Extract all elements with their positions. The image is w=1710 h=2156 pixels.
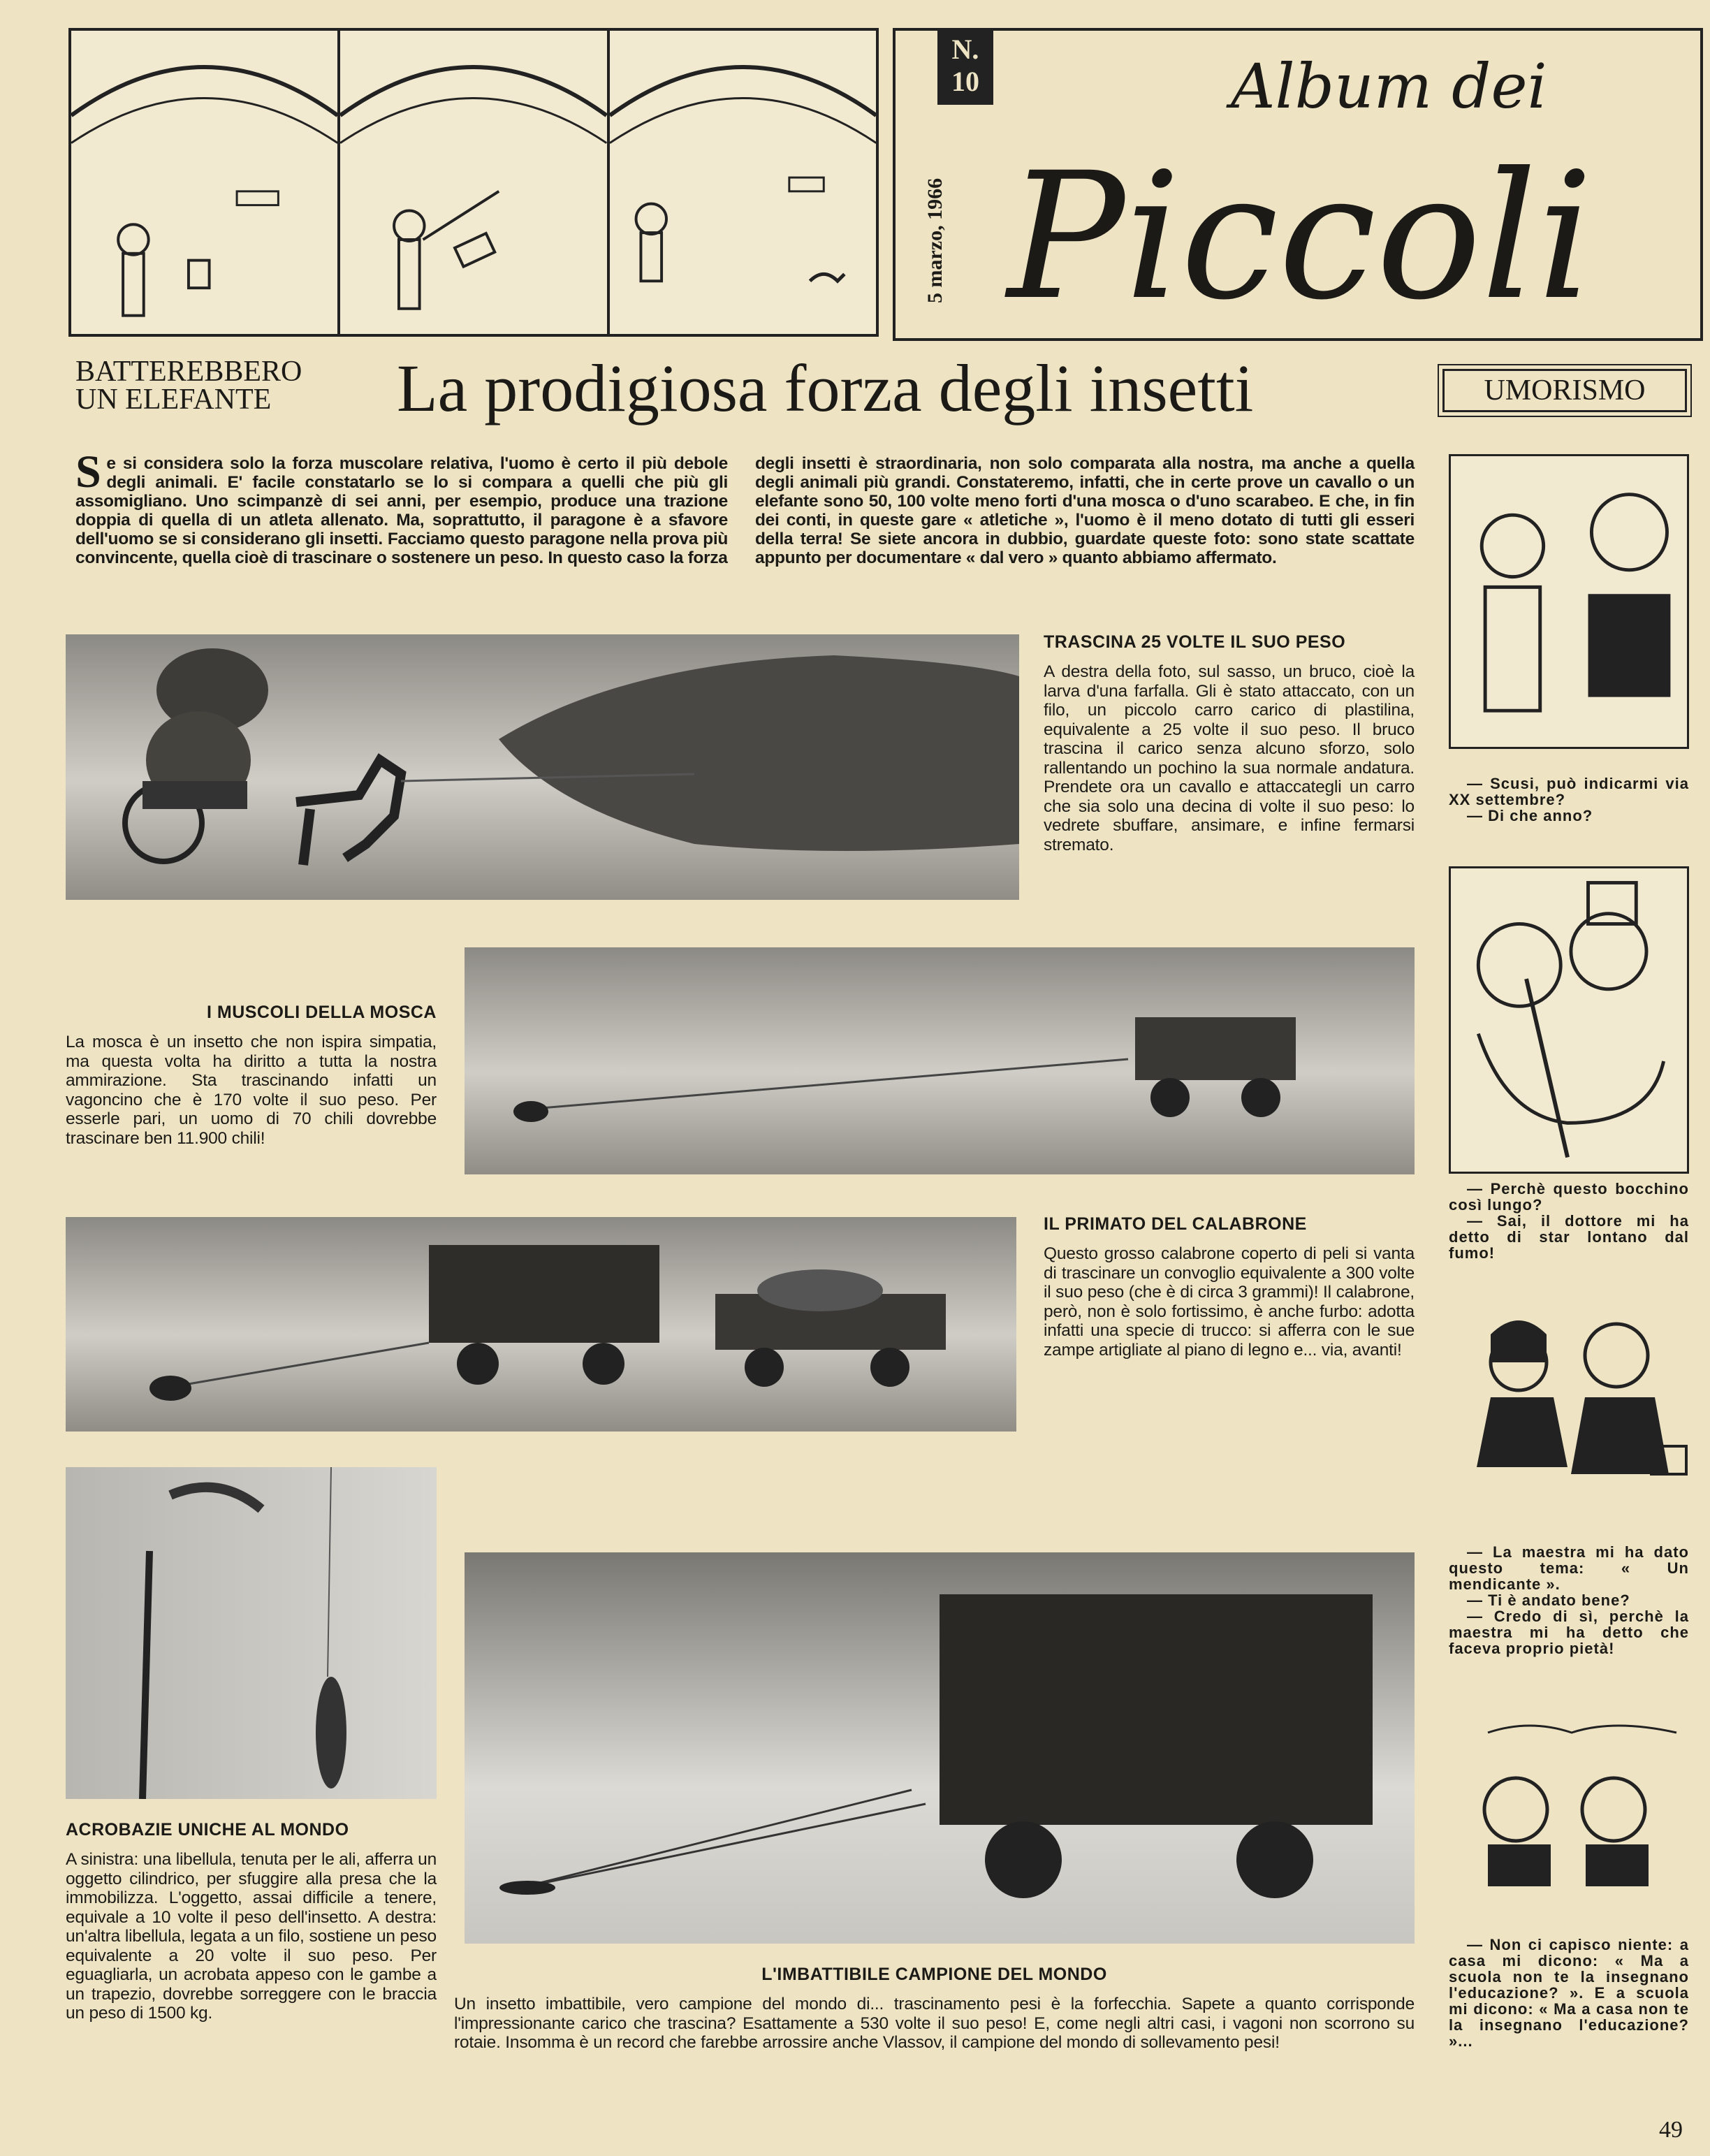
- joke-line: — Credo di sì, perchè la maestra mi ha detto che faceva proprio pietà!: [1449, 1608, 1689, 1657]
- caption-dragonfly: [66, 1820, 437, 2023]
- photo-earwig-wagon: [465, 1552, 1415, 1944]
- comic-panel: [340, 31, 609, 334]
- joke-line: — La maestra mi ha dato questo tema: « Un mendicante ».: [1449, 1543, 1689, 1593]
- page-number: 49: [1659, 2117, 1683, 2143]
- kicker-line: UN ELEFANTE: [75, 384, 272, 416]
- comic-panel: [610, 31, 876, 334]
- kicker-line: BATTEREBBERO: [75, 356, 302, 388]
- joke-line: — Ti è andato bene?: [1467, 1591, 1630, 1609]
- joke-2: [1449, 1181, 1689, 1261]
- article-kicker: [75, 358, 302, 414]
- circus-comic-strip: [68, 28, 879, 337]
- joke-line: — Scusi, può indicarmi via XX settembre?: [1449, 775, 1689, 808]
- article-title: La prodigiosa forza degli insetti: [397, 351, 1254, 425]
- photo-caterpillar-cart: [66, 634, 1019, 900]
- caption-body: Un insetto imbattibile, vero campione del mondo di... trascinamento pesi è la forfecchia. Sapete a quanto corrisponde l'impressionante carico che trascina? Esattamente a 530 volte il suo peso! E, come negli altri casi, i vagoni non scorrono su rotaie. Insomma è un record che farebbe arrossire anche Vlassov, il campione del mondo di sollevamento pesi!: [454, 1995, 1415, 2052]
- caption-heading: IL PRIMATO DEL CALABRONE: [1044, 1214, 1307, 1234]
- drop-cap: S: [75, 446, 101, 497]
- joke-line: — Di che anno?: [1467, 807, 1593, 824]
- cartoon-street: [1449, 454, 1689, 749]
- masthead-title-large: Piccoli: [1007, 135, 1593, 338]
- caption-heading: L'IMBATTIBILE CAMPIONE DEL MONDO: [761, 1965, 1107, 1984]
- issue-badge: [937, 28, 993, 105]
- joke-line: — Perchè questo bocchino così lungo?: [1449, 1180, 1689, 1214]
- comic-panel: [71, 31, 340, 334]
- caption-body: La mosca è un insetto che non ispira simpatia, ma questa volta ha diritto a tutta la nostra ammirazione. Sta trascinando infatti un vagoncino che è 170 volte il suo peso. Per esserle pari, un uomo di 70 chili dovrebbe trascinare ben 11.900 chili!: [66, 1033, 437, 1148]
- cartoon-long-holder: [1449, 866, 1689, 1174]
- photo-dragonflies: [66, 1467, 437, 1799]
- issue-number: 10: [951, 66, 979, 97]
- caption-heading: ACROBAZIE UNICHE AL MONDO: [66, 1820, 349, 1840]
- issue-label: N.: [951, 34, 979, 65]
- caption-hornet: [1044, 1214, 1415, 1360]
- caption-earwig: [454, 1965, 1415, 2053]
- masthead: [893, 28, 1703, 341]
- cartoon-children: [1439, 1705, 1689, 1928]
- joke-3: [1449, 1544, 1689, 1656]
- caption-body: A sinistra: una libellula, tenuta per le ali, afferra un oggetto cilindrico, per sfuggire alla presa che la immobilizza. L'oggetto, assai difficile a tenere, equivale a 10 volte il peso dell'insetto. A destra: un'altra libellula, legata a un filo, sostiene un peso equivalente a 20 volte il suo peso. Per eguagliarla, un acrobata appeso con le gambe a un trapezio, dovrebbe sorreggere con le braccia un peso di 1500 kg.: [66, 1850, 437, 2023]
- section-label-humor: UMORISMO: [1442, 369, 1687, 412]
- caption-body: A destra della foto, sul sasso, un bruco, cioè la larva d'una farfalla. Gli è stato attaccato, con un filo, un piccolo carro carico di plastilina, equivalente a 25 volte il suo peso. Il bruco trascina il carico senza alcuno sforzo, solo rallentando un pochino la sua normale andatura. Prendete ora un cavallo e attaccategli un carro che sia solo una decina di volte il suo peso: lo vedrete sbuffare, ansimare, e infine fermarsi stremato.: [1044, 662, 1415, 854]
- caption-body: Questo grosso calabrone coperto di peli si vanta di trascinare un convoglio equivalente a 300 volte il suo peso (che è di circa 3 grammi)! Il calabrone, però, non è solo fortissimo, è anche furbo: adotta infatti una specie di trucco: si afferra con le sue zampe artigliate al piano di legno e... via, avanti!: [1044, 1244, 1415, 1360]
- joke-line: — Non ci capisco niente: a casa mi dicono: « Ma a scuola non te la insegnano l'educazione? ». E a scuola mi dicono: « Ma a casa non te la insegnano l'educazione? »...: [1449, 1936, 1689, 2050]
- intro-text: e si considera solo la forza muscolare relativa, l'uomo è certo il più debole degli animali. E' facile constatarlo se lo si compara a quelli che più gli assomigliano. Uno scimpanzè di sei anni, per esempio, produce una trazione doppia di quella di un atleta allenato. Ma, soprattutto, il paragone è a sfavore dell'uomo se si considerano gli insetti. Facciamo questo paragone nella prova più convincente, quella cioè di trascinare o sostenere un peso. In questo caso la forza: [75, 454, 728, 567]
- caption-heading: I MUSCOLI DELLA MOSCA: [206, 1003, 437, 1022]
- photo-fly-wagon: [465, 947, 1415, 1174]
- intro-column-2: degli insetti è straordinaria, non solo comparata alla nostra, ma anche a quella degli animali più grandi. Constateremo, infatti, che in certe prove un cavallo o un elefante sono 50, 100 volte meno forti d'una mosca o d'uno scarabeo. E che, in fin dei conti, in queste gare « atletiche », l'uomo è il meno dotato di tutti gli esseri della terra! Se siete ancora in dubbio, guardate queste foto: sono state scattate appunto per documentare « dal vero » quanto abbiamo affermato.: [755, 454, 1415, 567]
- issue-date: 5 marzo, 1966: [923, 177, 947, 303]
- joke-line: — Sai, il dottore mi ha detto di star lontano dal fumo!: [1449, 1212, 1689, 1262]
- joke-4: [1449, 1937, 1689, 2049]
- cartoon-schoolgirls: [1449, 1292, 1689, 1537]
- photo-hornet-train: [66, 1217, 1016, 1432]
- masthead-title-small: Album dei: [1231, 50, 1547, 122]
- caption-caterpillar: [1044, 632, 1415, 854]
- intro-column-1: [75, 446, 728, 567]
- joke-1: [1449, 775, 1689, 824]
- caption-fly: [66, 1003, 437, 1148]
- caption-heading: TRASCINA 25 VOLTE IL SUO PESO: [1044, 632, 1346, 652]
